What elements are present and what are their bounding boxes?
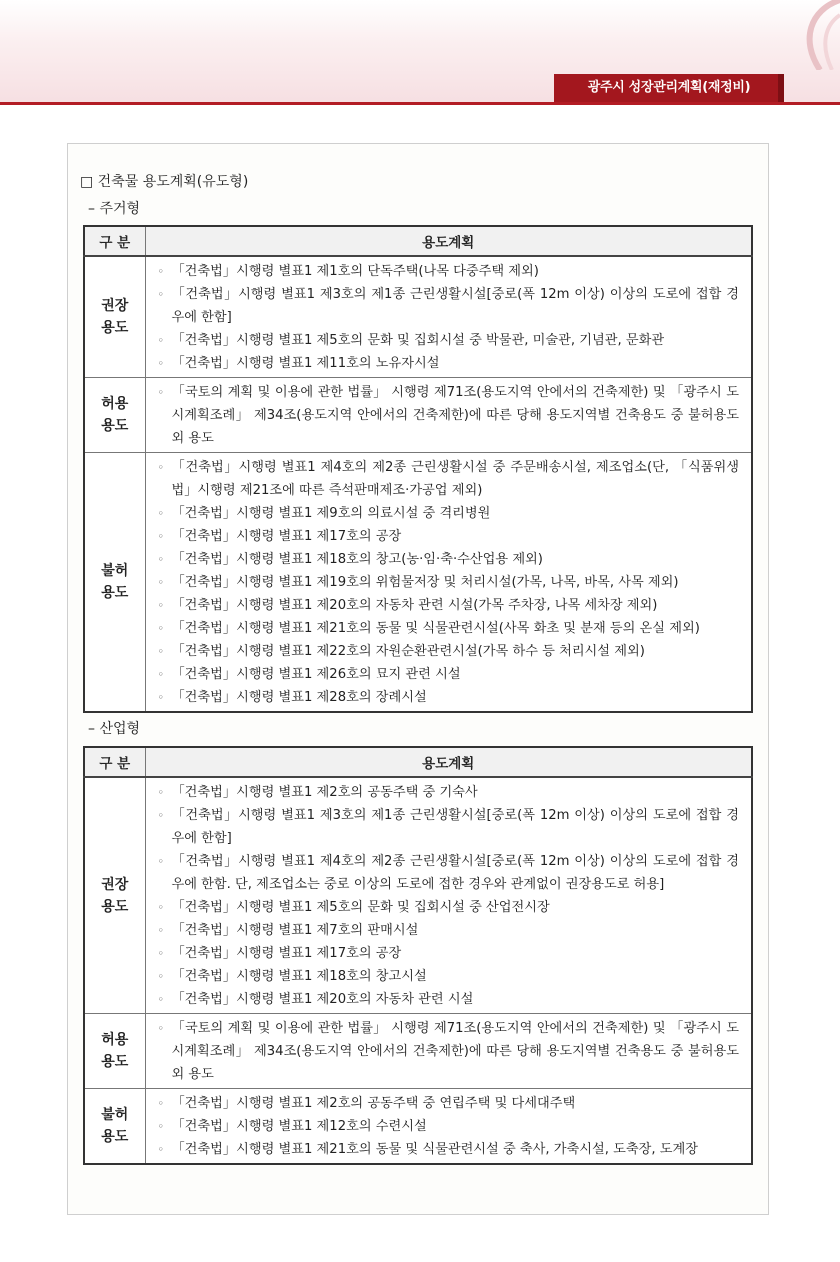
section-title: □ 건축물 용도계획(유도형)	[80, 174, 249, 190]
list-item-text: 「건축법」시행령 별표1 제5호의 문화 및 집회시설 중 박물관, 미술관, 기념관, 문화관	[171, 333, 665, 348]
bullet-icon: ◦	[157, 947, 164, 960]
list-item	[158, 804, 740, 850]
table-row	[84, 378, 752, 453]
residential-subtitle: – 주거형	[88, 201, 141, 217]
header-use-plan: 용도계획	[145, 747, 752, 777]
bullet-icon: ◦	[157, 576, 164, 589]
list-item	[158, 1115, 740, 1138]
header-category: 구 분	[84, 747, 145, 777]
list-item-text: 「국토의 계획 및 이용에 관한 법률」 시행령 제71조(용도지역 안에서의 건축제한) 및 「광주시 도시계획조례」 제34조(용도지역 안에서의 건축제한)에 따른 당해 용도지역별 건축용도 중 불허용도 외 용도	[171, 385, 739, 446]
list-item	[158, 686, 740, 709]
industrial-use-table	[83, 746, 753, 1165]
table-row	[84, 777, 752, 1014]
list-item-text: 「건축법」시행령 별표1 제17호의 공장	[171, 946, 402, 961]
category-label: 용도	[101, 898, 129, 915]
bullet-icon: ◦	[157, 924, 164, 937]
list-item	[158, 525, 740, 548]
list-item	[158, 988, 740, 1011]
list-item-text: 「건축법」시행령 별표1 제4호의 제2종 근린생활시설 중 주문배송시설, 제조업소(단, 「식품위생법」시행령 제21조에 따른 즉석판매제조·가공업 제외)	[171, 460, 739, 498]
category-label: 용도	[101, 1129, 129, 1145]
list-item-text: 「건축법」시행령 별표1 제22호의 자원순환관련시설(가목 하수 등 처리시설 제외)	[171, 644, 645, 659]
table-row	[84, 1089, 752, 1165]
header-category: 구 분	[84, 226, 145, 256]
list-item-text: 「건축법」시행령 별표1 제18호의 창고(농·임·축·수산업용 제외)	[171, 552, 543, 567]
list-item-text: 「건축법」시행령 별표1 제19호의 위험물저장 및 처리시설(가목, 나목, 바목, 사목 제외)	[171, 575, 679, 590]
category-label: 권장	[101, 298, 129, 314]
list-item-text: 「건축법」시행령 별표1 제5호의 문화 및 집회시설 중 산업전시장	[171, 900, 550, 915]
header-title-tab: 광주시 성장관리계획(재정비)	[554, 74, 784, 102]
list-item	[158, 260, 740, 283]
category-cell	[84, 453, 145, 713]
bullet-icon: ◦	[157, 622, 164, 635]
table-row	[84, 1014, 752, 1089]
bullet-icon: ◦	[157, 507, 164, 520]
list-item	[158, 548, 740, 571]
use-items-cell	[145, 777, 752, 1014]
list-item	[158, 1017, 740, 1086]
list-item-text: 「국토의 계획 및 이용에 관한 법률」 시행령 제71조(용도지역 안에서의 건축제한) 및 「광주시 도시계획조례」 제34조(용도지역 안에서의 건축제한)에 따른 당해 용도지역별 건축용도 중 불허용도 외 용도	[171, 1021, 739, 1082]
use-items-cell	[145, 453, 752, 713]
bullet-icon: ◦	[157, 855, 164, 868]
header-rule	[0, 102, 840, 105]
list-item	[158, 663, 740, 686]
list-item	[158, 329, 740, 352]
list-item	[158, 919, 740, 942]
list-item	[158, 283, 740, 329]
table-header-row	[84, 747, 752, 777]
category-label: 용도	[101, 320, 129, 336]
bullet-icon: ◦	[157, 901, 164, 914]
list-item-text: 「건축법」시행령 별표1 제20호의 자동차 관련 시설(가목 주차장, 나목 세차장 제외)	[171, 598, 658, 613]
list-item	[158, 896, 740, 919]
list-item-text: 「건축법」시행령 별표1 제12호의 수련시설	[171, 1119, 427, 1134]
use-items-cell	[145, 256, 752, 378]
bullet-icon: ◦	[157, 691, 164, 704]
list-item-text: 「건축법」시행령 별표1 제18호의 창고시설	[171, 969, 427, 984]
list-item-text: 「건축법」시행령 별표1 제3호의 제1종 근린생활시설[중로(폭 12m 이상) 이상의 도로에 접합 경우에 한함]	[171, 287, 739, 325]
list-item	[158, 352, 740, 375]
use-items-cell	[145, 1014, 752, 1089]
list-item-text: 「건축법」시행령 별표1 제4호의 제2종 근린생활시설[중로(폭 12m 이상) 이상의 도로에 접합 경우에 한함. 단, 제조업소는 중로 이상의 도로에 접한 경우와 관계없이 권장용도로 허용]	[171, 854, 739, 892]
bullet-icon: ◦	[157, 1120, 164, 1133]
list-item	[158, 640, 740, 663]
category-label: 용도	[101, 1054, 129, 1070]
bullet-icon: ◦	[157, 553, 164, 566]
bullet-icon: ◦	[157, 645, 164, 658]
bullet-icon: ◦	[157, 993, 164, 1006]
list-item-text: 「건축법」시행령 별표1 제21호의 동물 및 식물관련시설(사목 화초 및 분재 등의 온실 제외)	[171, 621, 700, 636]
list-item-text: 「건축법」시행령 별표1 제21호의 동물 및 식물관련시설 중 축사, 가축시설, 도축장, 도계장	[171, 1142, 698, 1157]
list-item	[158, 965, 740, 988]
list-item	[158, 456, 740, 502]
industrial-subtitle: – 산업형	[88, 721, 141, 737]
list-item-text: 「건축법」시행령 별표1 제1호의 단독주택(나목 다중주택 제외)	[171, 264, 539, 279]
category-label: 불허	[101, 1107, 129, 1123]
category-label: 권장	[101, 876, 129, 893]
list-item	[158, 617, 740, 640]
list-item	[158, 1092, 740, 1115]
list-item-text: 「건축법」시행령 별표1 제2호의 공동주택 중 연립주택 및 다세대주택	[171, 1096, 576, 1111]
table-header-row	[84, 226, 752, 256]
category-label: 허용	[101, 1032, 129, 1048]
bullet-icon: ◦	[157, 357, 164, 370]
list-item-text: 「건축법」시행령 별표1 제20호의 자동차 관련 시설	[171, 992, 474, 1007]
bullet-icon: ◦	[157, 1022, 164, 1035]
list-item-text: 「건축법」시행령 별표1 제26호의 묘지 관련 시설	[171, 667, 461, 682]
bullet-icon: ◦	[157, 1097, 164, 1110]
bullet-icon: ◦	[157, 334, 164, 347]
category-label: 용도	[101, 418, 129, 434]
category-cell	[84, 256, 145, 378]
category-label: 용도	[101, 585, 129, 601]
header-use-plan: 용도계획	[145, 226, 752, 256]
bullet-icon: ◦	[157, 668, 164, 681]
bullet-icon: ◦	[157, 599, 164, 612]
list-item-text: 「건축법」시행령 별표1 제17호의 공장	[171, 529, 402, 544]
list-item	[158, 571, 740, 594]
bullet-icon: ◦	[157, 386, 164, 399]
bullet-icon: ◦	[157, 786, 164, 799]
list-item	[158, 381, 740, 450]
list-item	[158, 942, 740, 965]
bullet-icon: ◦	[157, 265, 164, 278]
table-row	[84, 256, 752, 378]
list-item-text: 「건축법」시행령 별표1 제28호의 장례시설	[171, 690, 427, 705]
bullet-icon: ◦	[157, 809, 164, 822]
header-tab-accent	[778, 74, 784, 102]
category-cell	[84, 378, 145, 453]
category-cell	[84, 1089, 145, 1165]
list-item	[158, 1138, 740, 1161]
list-item-text: 「건축법」시행령 별표1 제11호의 노유자시설	[171, 356, 440, 371]
category-cell	[84, 1014, 145, 1089]
list-item	[158, 850, 740, 896]
category-label: 불허	[101, 563, 129, 579]
list-item	[158, 502, 740, 525]
residential-use-table	[83, 225, 753, 713]
use-items-cell	[145, 1089, 752, 1165]
list-item-text: 「건축법」시행령 별표1 제9호의 의료시설 중 격리병원	[171, 506, 491, 521]
use-items-cell	[145, 378, 752, 453]
list-item	[158, 594, 740, 617]
list-item-text: 「건축법」시행령 별표1 제2호의 공동주택 중 기숙사	[171, 785, 478, 800]
bullet-icon: ◦	[157, 288, 164, 301]
bullet-icon: ◦	[157, 1143, 164, 1156]
category-label: 허용	[101, 396, 129, 412]
list-item-text: 「건축법」시행령 별표1 제7호의 판매시설	[171, 923, 419, 938]
table-row	[84, 453, 752, 713]
category-cell	[84, 777, 145, 1014]
decorative-swirl-icon	[770, 0, 840, 70]
list-item-text: 「건축법」시행령 별표1 제3호의 제1종 근린생활시설[중로(폭 12m 이상) 이상의 도로에 접합 경우에 한함]	[171, 808, 739, 846]
bullet-icon: ◦	[157, 530, 164, 543]
bullet-icon: ◦	[157, 461, 164, 474]
list-item	[158, 781, 740, 804]
bullet-icon: ◦	[157, 970, 164, 983]
